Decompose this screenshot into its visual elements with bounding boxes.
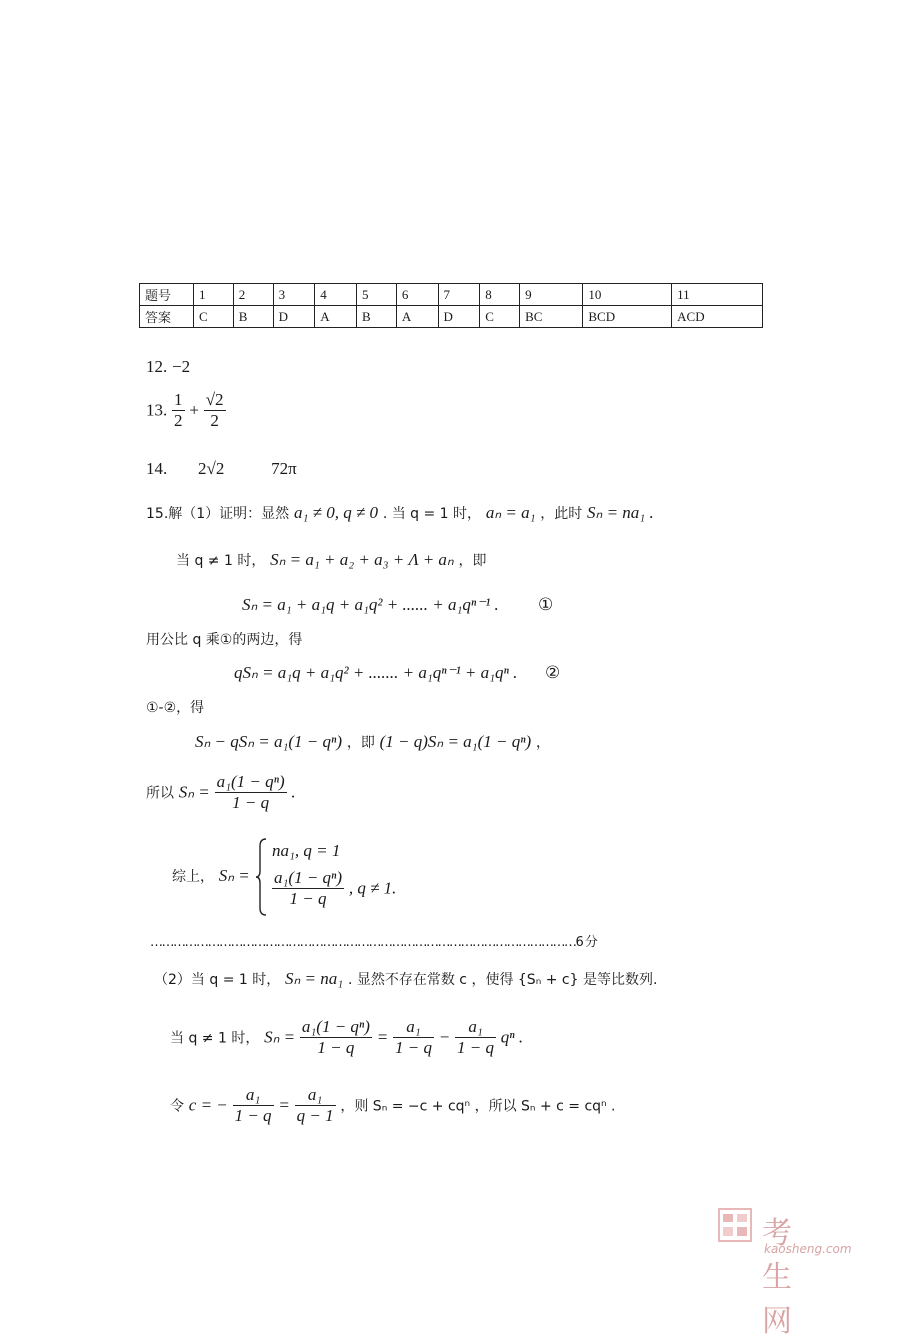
table-cell: 7 xyxy=(438,284,480,306)
table-cell: BC xyxy=(520,306,583,328)
q13-fraction-2: $\frac{√2}{2}$ xyxy=(205,390,224,430)
table-cell: A xyxy=(315,306,357,328)
q15-so: 所以 Sₙ = $\frac{\text{a₁(1 − qⁿ)}}{1 - q}$ . xyxy=(146,772,296,812)
equation-1: Sₙ = a₁ + a₁q + a₁q² + ...... + a₁qⁿ⁻¹ . xyxy=(242,595,499,614)
score-line: …………………………………………………………………………………………………6 分 xyxy=(150,935,597,950)
q15-summary: 综上， Sₙ = xyxy=(172,866,250,885)
table-cell: ACD xyxy=(672,306,763,328)
table-cell: D xyxy=(438,306,480,328)
table-cell: C xyxy=(480,306,520,328)
table-cell: A xyxy=(396,306,438,328)
table-cell: B xyxy=(233,306,273,328)
left-brace-icon xyxy=(256,838,268,916)
q14-answer-2: 72π xyxy=(271,459,297,478)
header-label: 题号 xyxy=(140,284,194,306)
case-1: na₁, q = 1 xyxy=(272,841,341,860)
q15-let-c: 令 c = − $\frac{\text{a₁}}{1 - q}$ = $\frac{\text{a₁}}{q - 1}$ ，则 Sₙ = −c + cqⁿ ，所以 Sₙ + c = cqⁿ . xyxy=(170,1085,616,1125)
q13-plus: + xyxy=(189,400,199,420)
q14 xyxy=(146,459,297,479)
marker-1: ① xyxy=(538,595,554,614)
table-cell: 8 xyxy=(480,284,520,306)
kaosheng-logo-icon xyxy=(718,1208,752,1242)
q12 xyxy=(146,357,190,377)
table-cell: 11 xyxy=(672,284,763,306)
answer-table xyxy=(139,283,763,328)
table-cell: 10 xyxy=(583,284,672,306)
q14-label: 14. xyxy=(146,459,168,478)
table-cell: 9 xyxy=(520,284,583,306)
equation-3: Sₙ − qSₙ = a₁(1 − qⁿ) ，即 (1 − q)Sₙ = a₁(1 − qⁿ) ， xyxy=(195,732,551,751)
table-cell: C xyxy=(194,306,234,328)
q15-when-q-ne-1: 当 q ≠ 1 时， Sₙ = a₁ + a₂ + a₃ + Λ + aₙ ，即 xyxy=(176,550,487,569)
q15-part2-expansion: 当 q ≠ 1 时， Sₙ = $\frac{\text{a₁(1 − qⁿ)}}{1 - q}$ = $\frac{\text{a₁}}{1 - q}$ − $\frac{\text{a₁}}{1 - q}$ qⁿ . xyxy=(170,1017,524,1057)
watermark-url: kaosheng.com xyxy=(764,1242,852,1256)
table-cell: 1 xyxy=(194,284,234,306)
q13-fraction-1: $\frac{1}{2}$ xyxy=(174,390,183,430)
answer-label: 答案 xyxy=(140,306,194,328)
table-cell: D xyxy=(273,306,315,328)
marker-2: ② xyxy=(545,663,561,682)
q13 xyxy=(146,390,226,431)
equation-2: qSₙ = a₁q + a₁q² + ....... + a₁qⁿ⁻¹ + a₁qⁿ . xyxy=(234,663,518,682)
q12-answer: −2 xyxy=(172,357,191,376)
case-2: $\frac{\text{a₁(1 − qⁿ)}}{1 - q}$ , q ≠ 1. xyxy=(274,868,397,908)
table-cell: B xyxy=(357,306,397,328)
table-cell: 2 xyxy=(233,284,273,306)
so-fraction: $\frac{\text{a₁(1 − qⁿ)}}{1 - q}$ xyxy=(216,772,285,812)
table-row-numbers xyxy=(140,284,763,306)
table-cell: 4 xyxy=(315,284,357,306)
q15-part2: （2）当 q = 1 时， Sₙ = na₁ . 显然不存在常数 c ，使得 {Sₙ + c} 是等比数列. xyxy=(154,969,658,988)
q15-subtract: ①-②，得 xyxy=(146,700,205,716)
table-cell: 5 xyxy=(357,284,397,306)
q13-label: 13. xyxy=(146,400,168,420)
q15-multiply: 用公比 q 乘①的两边，得 xyxy=(146,632,303,648)
watermark-brand: 考生网 xyxy=(762,1216,794,1339)
table-row-answers xyxy=(140,306,763,328)
table-cell: 6 xyxy=(396,284,438,306)
table-cell: 3 xyxy=(273,284,315,306)
table-cell: BCD xyxy=(583,306,672,328)
q15-intro: 15.解（1）证明：显然 a₁ ≠ 0, q ≠ 0 . 当 q = 1 时， aₙ = a₁ ，此时 Sₙ = na₁ . xyxy=(146,503,654,522)
q12-label: 12. xyxy=(146,357,168,376)
q14-answer-1: 2√2 xyxy=(198,459,225,478)
